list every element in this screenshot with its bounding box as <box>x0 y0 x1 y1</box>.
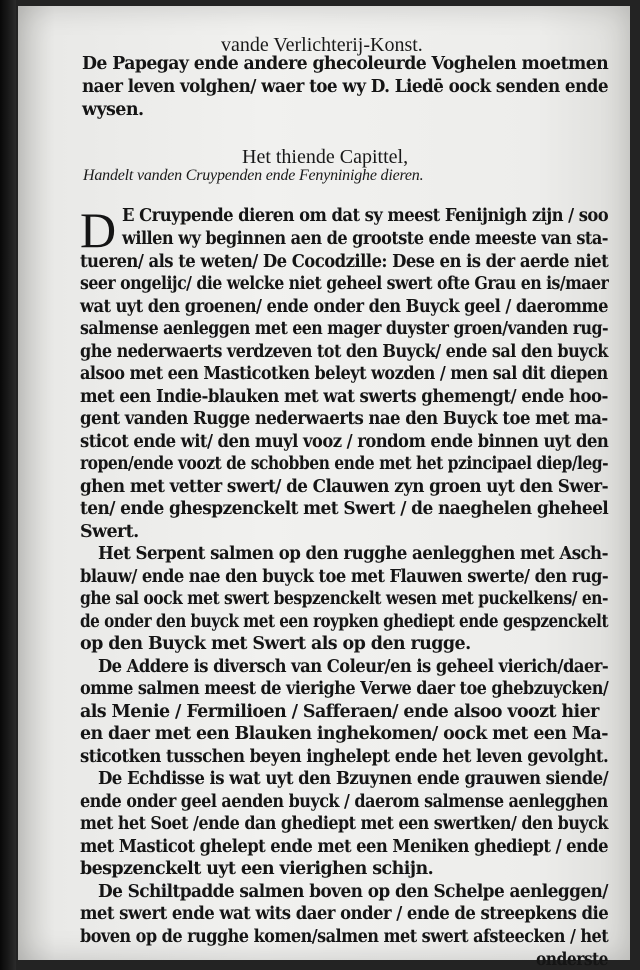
body-line: ende onder geel aenden buyck / daerom salmense aenlegghen <box>80 792 608 812</box>
body-line: bespzenckelt uyt een vierighen schijn. <box>80 859 434 879</box>
book-spine-shadow <box>0 0 16 970</box>
body-line: willen wy beginnen aen de grootste ende meeste van sta- <box>122 229 608 249</box>
body-line: ten/ ende ghespzenckelt met Swert / de naeghelen gheheel <box>80 499 609 519</box>
body-line: met swert ende wat wits daer onder / ende de streepkens die <box>80 904 609 924</box>
body-line: op den Buyck met Swert als op den rugge. <box>80 634 471 654</box>
intro-line: naer leven volghen/ waer toe wy D. Liedē oock senden ende <box>82 77 609 97</box>
body-line: De Schiltpadde salmen boven op den Schelpe aenleggen/ <box>98 882 608 902</box>
body-line: ghen met vetter swert/ de Clauwen zyn groen uyt den Swer- <box>80 477 608 497</box>
body-line: ghe sal oock met swert bespzenckelt wesen met puckelkens/ en- <box>80 589 608 609</box>
body-line: seer ongelijc/ die welcke niet geheel swert ofte Grau en is/maer <box>80 274 609 294</box>
catchword: onderste <box>536 950 609 970</box>
drop-cap-initial: D <box>80 202 117 258</box>
body-line: sticot ende wit/ den muyl vooz / rondom ende binnen uyt den <box>80 432 609 452</box>
body-line: tueren/ als te weten/ De Cocodzille: Dese en is der aerde niet <box>80 252 609 272</box>
chapter-subtitle: Handelt vanden Cruypenden ende Fenyninighe dieren. <box>83 167 424 184</box>
body-line: en daer met een Blauken inghekomen/ oock met een Ma- <box>80 724 608 744</box>
body-line: de onder den buyck met een roypken ghediept ende gespzenckelt <box>80 612 608 632</box>
body-line: omme salmen meest de vierighe Verwe daer toe ghebzuycken/ <box>80 679 609 699</box>
body-line: boven op de rugghe komen/salmen met swert afsteecken / het <box>80 927 609 947</box>
chapter-title: Het thiende Capittel, <box>242 146 409 168</box>
body-line: salmense aenleggen met een mager duyster groen/vanden rug- <box>80 319 609 339</box>
book-page <box>18 6 630 970</box>
body-line: sticotken tusschen beyen inghelept ende het leven gevolght. <box>80 747 609 767</box>
body-line: met Masticot ghelept ende met een Meniken ghediept / ende <box>80 837 609 857</box>
body-line: ropen/ende voozt de schobben ende met het pzincipael diep/leg- <box>80 454 609 474</box>
running-head: vande Verlichterij-Konst. <box>221 34 423 56</box>
body-line: De Addere is diversch van Coleur/en is geheel vierich/daer- <box>98 657 609 677</box>
intro-line: wysen. <box>82 100 144 120</box>
intro-line: De Papegay ende andere ghecoleurde Voghelen moetmen <box>82 54 609 74</box>
body-line: E Cruypende dieren om dat sy meest Fenijnigh zijn / soo <box>122 206 609 226</box>
body-line: gent vanden Rugge nederwaerts nae den Buyck toe met ma- <box>80 409 608 429</box>
body-line: Het Serpent salmen op den rugghe aenlegghen met Asch- <box>98 544 608 564</box>
body-line: wat uyt den groenen/ ende onder den Buyck geel / daeromme <box>80 297 608 317</box>
body-line: blauw/ ende nae den buyck toe met Flauwen swerte/ den rug- <box>80 567 609 587</box>
body-line: met een Indie-blauken met wat swerts ghemengt/ ende hoo- <box>80 387 608 407</box>
body-line: Swert. <box>80 522 139 542</box>
body-line: alsoo met een Masticotken beleyt wozden / men sal dit diepen <box>80 364 608 384</box>
body-line: als Menie / Fermilioen / Safferaen/ ende alsoo voozt hier <box>80 702 599 722</box>
body-line: ghe nederwaerts verdzeven tot den Buyck/ ende sal den buyck <box>80 342 608 362</box>
body-line: met het Soet /ende dan ghediept met een swertken/ den buyck <box>80 814 608 834</box>
body-line: De Echdisse is wat uyt den Bzuynen ende grauwen siende/ <box>98 769 609 789</box>
